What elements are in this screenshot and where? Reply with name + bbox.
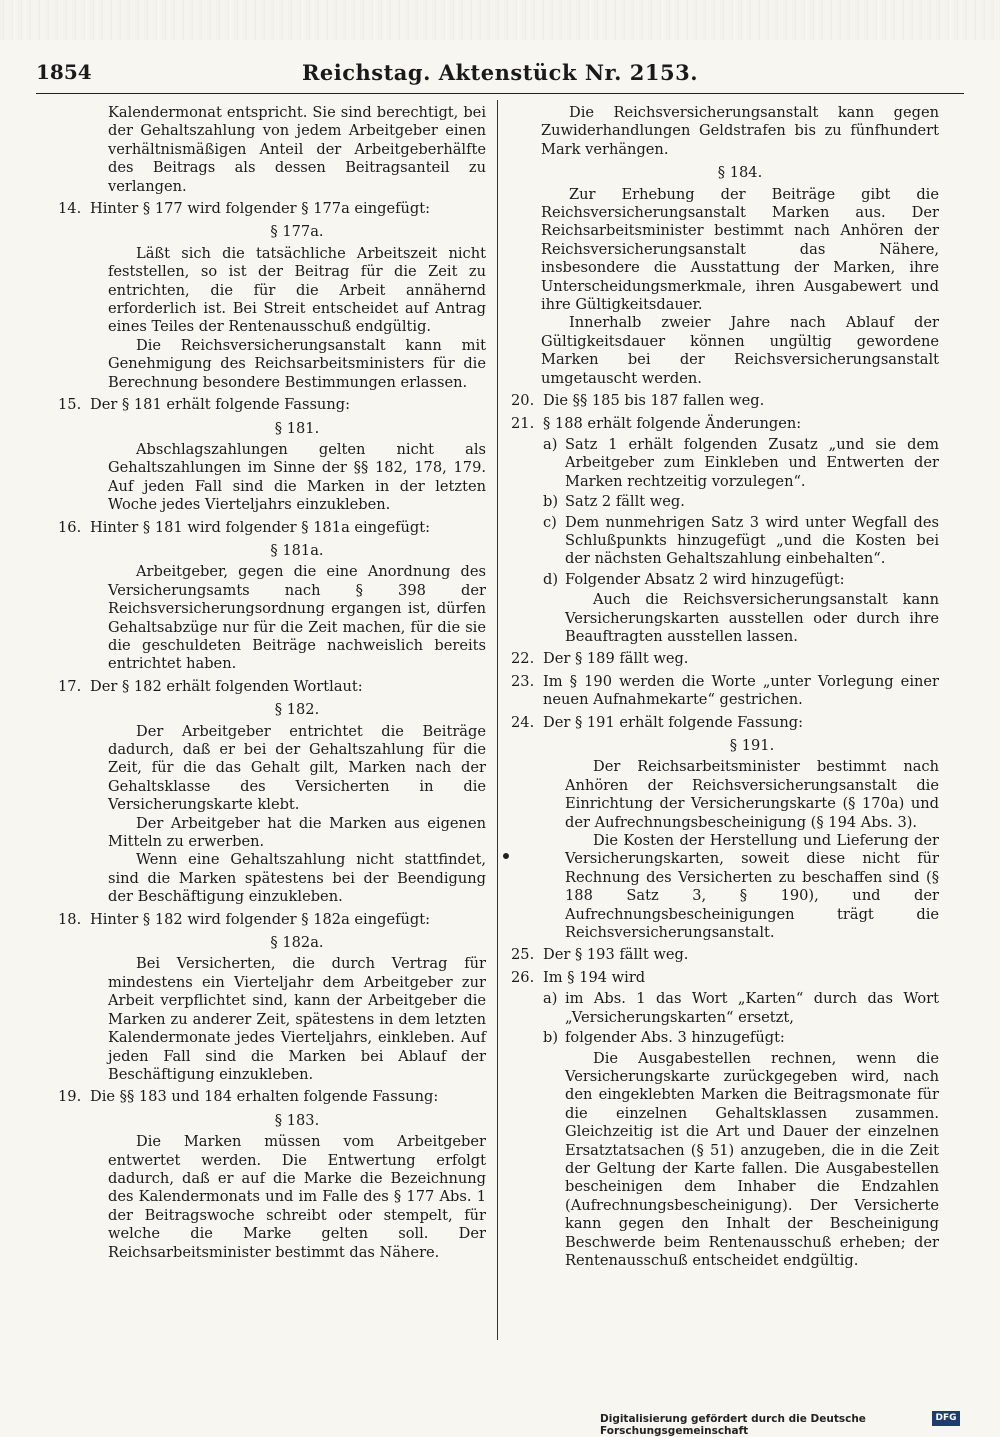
page-number: 1854 bbox=[36, 60, 92, 84]
section-heading: § 191. bbox=[729, 737, 775, 754]
item-20: 20. Die §§ 185 bis 187 fallen weg. bbox=[511, 392, 765, 410]
section-heading: § 183. bbox=[274, 1111, 320, 1129]
quoted-paragraph: Die Ausgabestellen rechnen, wenn die Versicherungskarte zurückgegeben wird, nach den eingeklebten Marken die Beitragsmonate für die einzelnen Gehaltsklassen zusammen. Gleichzeitig ist die Art und Dauer der einzelnen Ersatztatsachen (§ 51) anzugeben, die in die Zeit der Geltung der Karte fallen. Die Ausgabestellen bescheinigen dem Inhaber die Endzahlen (Aufrechnungsbescheinigung). Der Versicherte kann gegen den Inhalt der Bescheinigung Beschwerde beim Rentenausschuß erheben; der Rentenausschuß entscheidet endgültig. bbox=[565, 1049, 939, 1269]
item-25: 25. Der § 193 fällt weg. bbox=[511, 946, 689, 964]
quoted-paragraph: Auch die Reichsversicherungsanstalt kann Versicherungskarten ausstellen oder durch ihre Beauftragten ausstellen lassen. bbox=[565, 591, 939, 645]
right-column bbox=[511, 104, 939, 1270]
sub-item-a: a) im Abs. 1 das Wort „Karten“ durch das Wort „Versicherungskarten“ ersetzt, bbox=[543, 990, 939, 1026]
sub-item-a: a) Satz 1 erhält folgenden Zusatz „und sie dem Arbeitgeber zum Einkleben und Entwerten der Marken rechtzeitig vorzulegen“. bbox=[543, 435, 939, 490]
column-divider bbox=[497, 100, 498, 1340]
section-body: Die Marken müssen vom Arbeitgeber entwertet werden. Die Entwertung erfolgt dadurch, daß er auf die Marke die Bezeichnung des Kalendermonats und im Falle des § 177 Abs. 1 der Beitragswoche schreibt oder stempelt, für welche die Marke gelten soll. Der Reichsarbeitsminister bestimmt das Nähere. bbox=[108, 1133, 486, 1261]
section-body: Bei Versicherten, die durch Vertrag für mindestens ein Vierteljahr dem Arbeitgeber zur Arbeit verpflichtet sind, kann der Arbeitgeber die Marken zu anderer Zeit, spätestens in dem letzten Kalendermonate jedes Vierteljahrs, einkleben. Auf jeden Fall sind die Marken bei Ablauf der Beschäftigung einzukleben. bbox=[108, 955, 486, 1083]
footer-credit: Digitalisierung gefördert durch die Deutsche Forschungsgemeinschaft bbox=[600, 1413, 866, 1437]
item-16: 16. Hinter § 181 wird folgender § 181a eingefügt: bbox=[58, 518, 431, 536]
section-body: Läßt sich die tatsächliche Arbeitszeit nicht feststellen, so ist der Beitrag für die Zeit zu entrichten, die für die Arbeit annähernd erforderlich ist. Bei Streit entscheidet auf Antrag eines Teiles der Rentenausschuß endgültig. Die Reichsversicherungsanstalt kann mit Genehmigung des Reichsarbeitsministers für die Berechnung besondere Bestimmungen erlassen. bbox=[108, 244, 486, 391]
item-19: 19. Die §§ 183 und 184 erhalten folgende Fassung: bbox=[58, 1088, 439, 1106]
item-15: 15. Der § 181 erhält folgende Fassung: bbox=[58, 396, 350, 414]
footer bbox=[600, 1411, 960, 1437]
sub-item-d: d) Folgender Absatz 2 wird hinzugefügt: bbox=[543, 570, 845, 588]
sub-item-b: b) folgender Abs. 3 hinzugefügt: bbox=[543, 1029, 785, 1047]
section-heading: § 181a. bbox=[270, 541, 324, 559]
running-title: Reichstag. Aktenstück Nr. 2153. bbox=[301, 60, 699, 85]
item-21: 21. § 188 erhält folgende Änderungen: bbox=[511, 414, 802, 432]
section-body: Zur Erhebung der Beiträge gibt die Reichsversicherungsanstalt Marken aus. Der Reichsarbeitsminister bestimmt nach Anhören der Reichsversicherungsanstalt das Nähere, insbesondere die Ausstattung der Marken, ihre Unterscheidungsmerkmale, ihren Ausgabewert und ihre Gültigkeitsdauer. Innerhalb zweier Jahre nach Ablauf der Gültigkeitsdauer können ungültig gewordene Marken bei der Reichsversicherungsanstalt umgetauscht werden. bbox=[541, 185, 939, 387]
sub-item-c: c) Dem nunmehrigen Satz 3 wird unter Wegfall des Schlußpunkts hinzugefügt „und die Kosten bei der nächsten Gehaltszahlung einbehalten“. bbox=[543, 513, 939, 568]
page-header bbox=[36, 60, 964, 92]
section-heading: § 177a. bbox=[270, 223, 324, 241]
right-intro: Die Reichsversicherungsanstalt kann gegen Zuwiderhandlungen Geldstrafen bis zu fünfhundert Mark verhängen. bbox=[541, 104, 939, 158]
section-heading: § 184. bbox=[717, 164, 763, 182]
item-14: 14. Hinter § 177 wird folgender § 177a eingefügt: bbox=[58, 200, 431, 218]
section-heading: § 182. bbox=[274, 701, 320, 719]
section-body: Abschlagszahlungen gelten nicht als Gehaltszahlungen im Sinne der §§ 182, 178, 179. Auf jeden Fall sind die Marken in der letzten Woche jedes Vierteljahrs einzukleben. bbox=[108, 440, 486, 514]
section-body: Der Reichsarbeitsminister bestimmt nach Anhören der Reichsversicherungsanstalt die Einrichtung der Versicherungskarte (§ 170a) und der Aufrechnungsbescheinigung (§ 194 Abs. 3). Die Kosten der Herstellung und Lieferung der Versicherungskarten, soweit diese nicht für Rechnung des Versicherten zu beschaffen sind (§ 188 Satz 3, § 190), und der Aufrechnungsbescheinigungen trägt die Reichsversicherungsanstalt. bbox=[565, 758, 939, 942]
header-rule bbox=[36, 93, 964, 94]
item-17: 17. Der § 182 erhält folgenden Wortlaut: bbox=[58, 677, 363, 695]
margin-mark bbox=[503, 853, 509, 859]
section-body: Der Arbeitgeber entrichtet die Beiträge dadurch, daß er bei der Gehaltszahlung für die Zeit, für die das Gehalt gilt, Marken nach der Gehaltsklasse des Versicherten in die Versicherungskarte klebt. Der Arbeitgeber hat die Marken aus eigenen Mitteln zu erwerben. Wenn eine Gehaltszahlung nicht stattfindet, sind die Marken spätestens bei der Beendigung der Beschäftigung einzukleben. bbox=[108, 722, 486, 906]
left-intro: Kalendermonat entspricht. Sie sind berechtigt, bei der Gehaltszahlung von jedem Arbeitgeber einen verhältnismäßigen Anteil der Arbeitgeberhälfte des Beitrags als dessen Beitragsanteil zu verlangen. bbox=[108, 104, 486, 195]
section-heading: § 181. bbox=[274, 419, 320, 437]
dfg-logo: DFG bbox=[932, 1411, 960, 1426]
item-26: 26. Im § 194 wird bbox=[511, 968, 646, 986]
item-18: 18. Hinter § 182 wird folgender § 182a eingefügt: bbox=[58, 910, 431, 928]
section-heading: § 182a. bbox=[270, 934, 324, 952]
item-24: 24. Der § 191 erhält folgende Fassung: bbox=[511, 713, 803, 731]
sub-item-b: b) Satz 2 fällt weg. bbox=[543, 493, 685, 511]
item-22: 22. Der § 189 fällt weg. bbox=[511, 650, 689, 668]
scan-noise-band bbox=[0, 0, 1000, 40]
left-column bbox=[58, 104, 486, 1262]
item-23: 23. Im § 190 werden die Worte „unter Vorlegung einer neuen Aufnahmekarte“ gestrichen. bbox=[511, 672, 939, 709]
section-body: Arbeitgeber, gegen die eine Anordnung des Versicherungsamts nach § 398 der Reichsversicherungsordnung ergangen ist, dürfen Gehaltsabzüge nur für die Zeit machen, für die sie die geschuldeten Beiträge nachweislich bereits entrichtet haben. bbox=[108, 563, 486, 673]
